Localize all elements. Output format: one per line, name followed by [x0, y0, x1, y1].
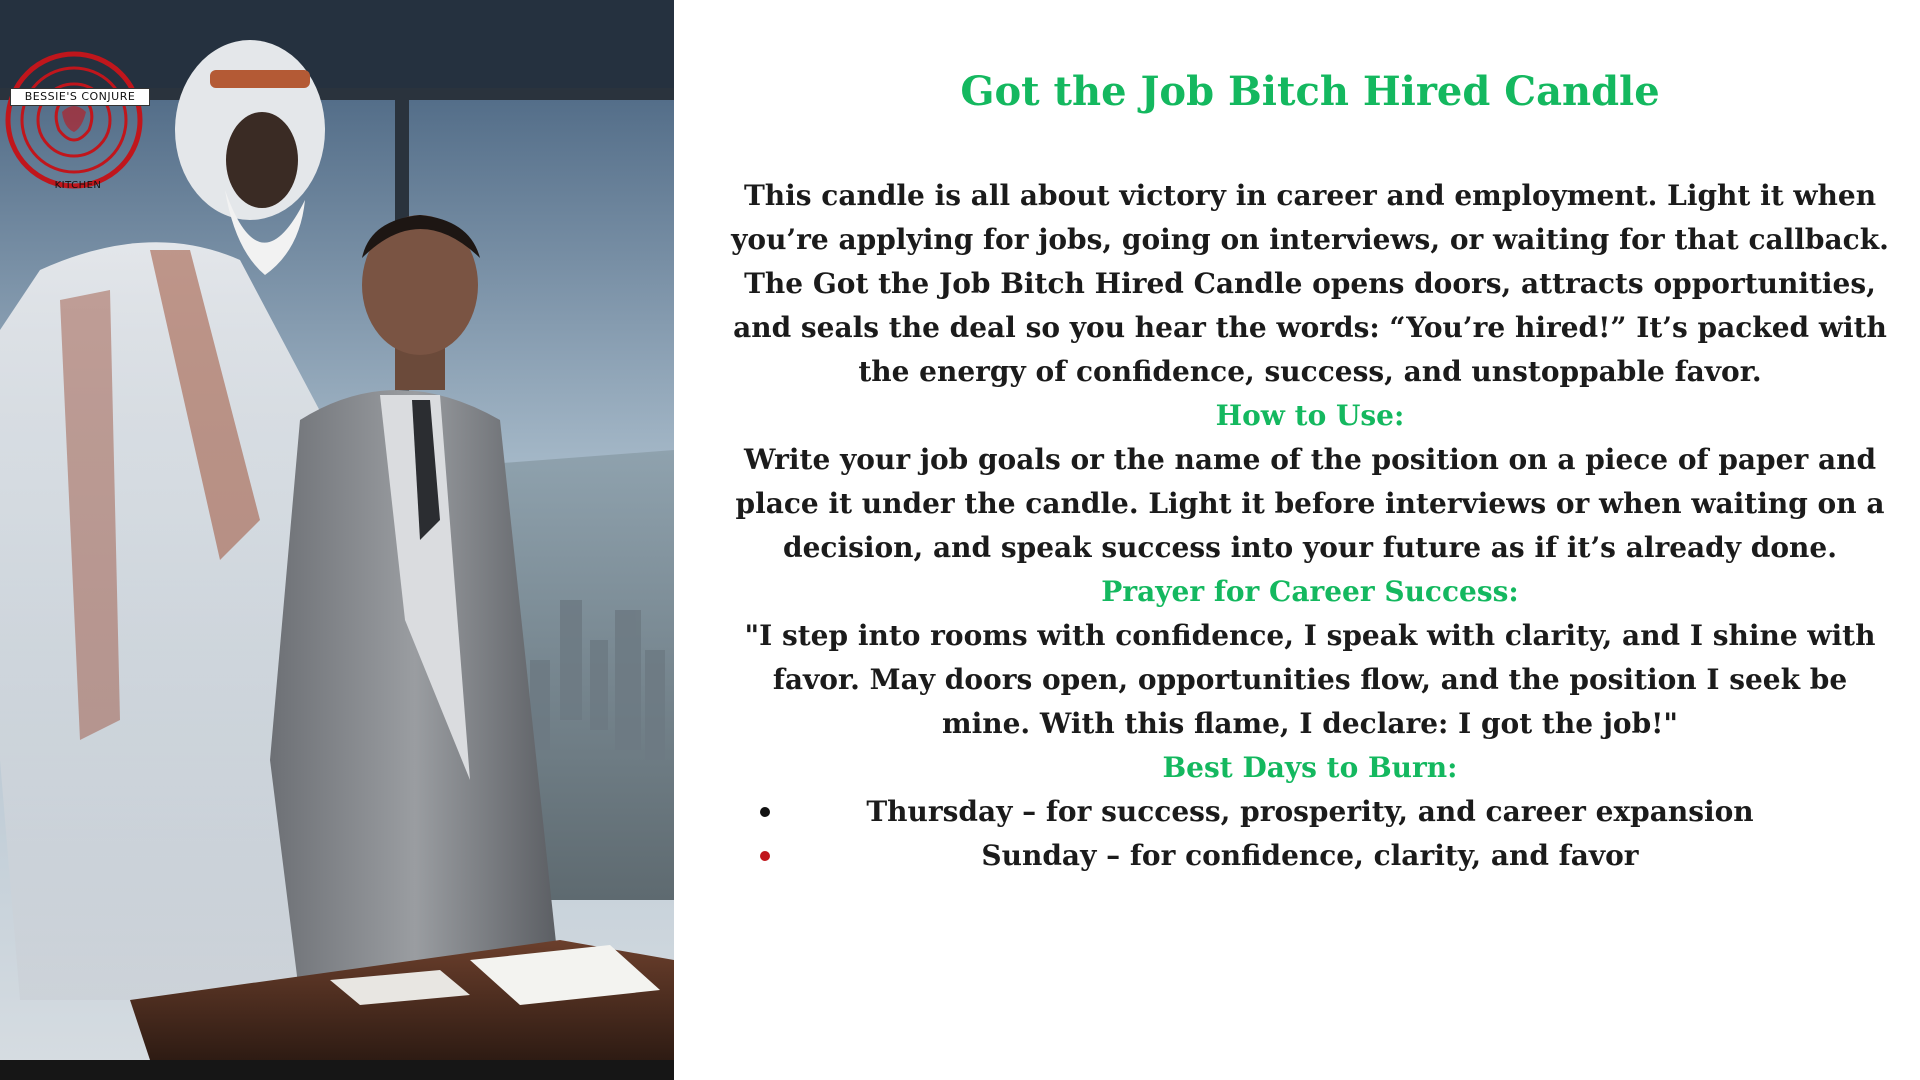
promo-artwork [0, 0, 674, 1080]
prayer-text: "I step into rooms with confidence, I speak with clarity, and I shine with favor. May doors open, opportunities flow, and the position I seek be mine. With this flame, I declare: I got the job!" [744, 619, 1876, 740]
best-days-list [730, 790, 1890, 878]
list-item [730, 834, 1890, 878]
how-to-use-heading: How to Use: [1215, 399, 1405, 432]
logo-subtitle: KITCHEN [54, 180, 102, 191]
bessies-conjure-logo [4, 50, 144, 190]
best-day-sunday: Sunday – for confidence, clarity, and favor [981, 839, 1639, 872]
list-item [730, 790, 1890, 834]
prayer-heading: Prayer for Career Success: [1101, 575, 1519, 608]
rose-seal-icon [4, 50, 144, 190]
bullet-icon [760, 807, 770, 817]
bullet-icon [760, 851, 770, 861]
logo-name: BESSIE'S CONJURE [10, 88, 150, 106]
product-description: This candle is all about victory in career and employment. Light it when you’re applying for jobs, going on interviews, or waiting for that callback. The Got the Job Bitch Hired Candle opens doors, attracts opportunities, and seals the deal so you hear the words: “You’re hired!” It’s packed with the energy of confidence, success, and unstoppable favor. [731, 179, 1889, 388]
product-title: Got the Job Bitch Hired Candle [960, 68, 1660, 115]
product-description-panel [730, 62, 1890, 878]
best-days-heading: Best Days to Burn: [1162, 751, 1458, 784]
best-day-thursday: Thursday – for success, prosperity, and career expansion [866, 795, 1754, 828]
how-to-use-text: Write your job goals or the name of the position on a piece of paper and place it under the candle. Light it before interviews or when waiting on a decision, and speak success into your future as if it’s already done. [735, 443, 1885, 564]
